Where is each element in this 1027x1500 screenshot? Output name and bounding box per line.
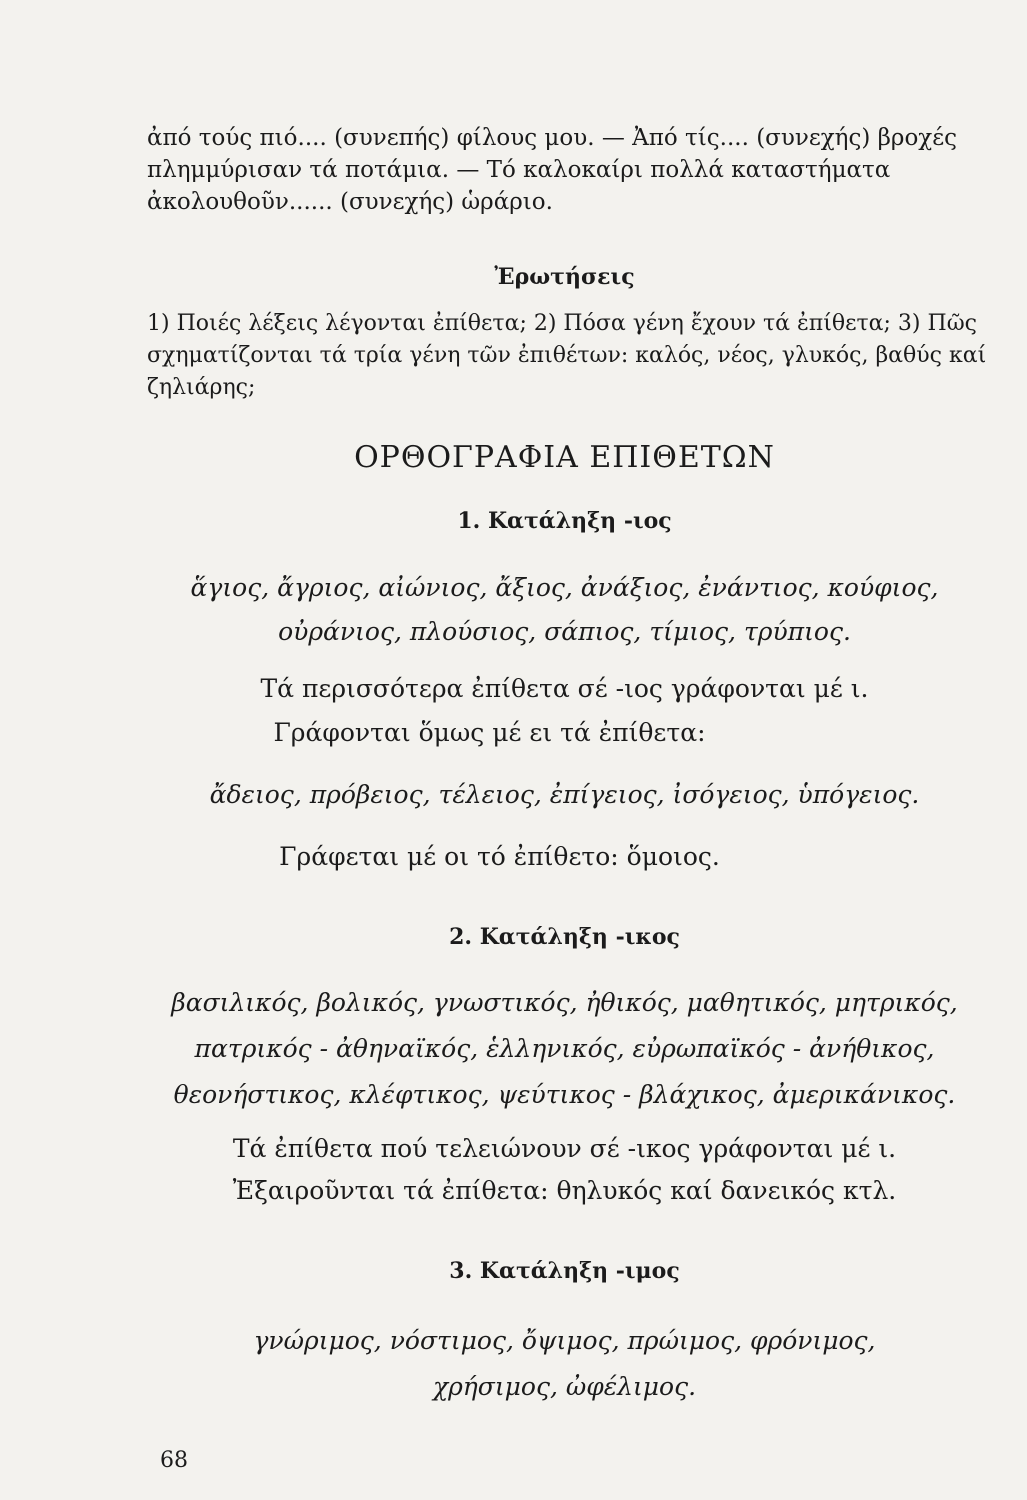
intro-paragraph	[147, 122, 982, 218]
example-line: θεονήστικος, κλέφτικος, ψεύτικος - βλάχικος, ἀμερικάνικος.	[173, 1080, 956, 1109]
section3-examples	[147, 1318, 982, 1410]
example-line: ἅγιος, ἄγριος, αἰώνιος, ἄξιος, ἀνάξιος, ἐνάντιος, κούφιος,	[190, 573, 939, 602]
example-line: οὐράνιος, πλούσιος, σάπιος, τίμιος, τρύπιος.	[278, 617, 851, 646]
question-line: σχηματίζονται τά τρία γένη τῶν ἐπιθέτων: καλός, νέος, γλυκός, βαθύς καί	[147, 343, 987, 368]
question-line: ζηλιάρης;	[147, 375, 256, 400]
section1-rule3: Γράφεται μέ οι τό ἐπίθετο: ὅμοιος.	[279, 842, 720, 871]
questions-paragraph	[147, 308, 987, 404]
section2-rule1: Τά ἐπίθετα πού τελειώνουν σέ -ικος γράφονται μέ ι.	[232, 1134, 897, 1163]
section1-examples2: ἄδειος, πρόβειος, τέλειος, ἐπίγειος, ἰσόγειος, ὑπόγειος.	[209, 780, 920, 809]
example-line: πατρικός - ἀθηναϊκός, ἑλληνικός, εὐρωπαϊκός - ἀνήθικος,	[194, 1034, 935, 1063]
questions-heading: Ἐρωτήσεις	[494, 264, 635, 290]
example-line: γνώριμος, νόστιμος, ὄψιμος, πρώιμος, φρόνιμος,	[253, 1326, 876, 1355]
section1-rule1: Τά περισσότερα ἐπίθετα σέ -ιος γράφονται μέ ι.	[260, 674, 869, 703]
section1-heading: 1. Κατάληξη -ιος	[457, 508, 672, 534]
intro-line: ἀκολουθοῦν...... (συνεχής) ὡράριο.	[147, 189, 553, 215]
section2-rule2: Ἐξαιροῦνται τά ἐπίθετα: θηλυκός καί δανεικός κτλ.	[232, 1176, 897, 1205]
main-title: ΟΡΘΟΓΡΑΦΙΑ ΕΠΙΘΕΤΩΝ	[354, 440, 775, 475]
example-line: χρήσιμος, ὠφέλιμος.	[432, 1372, 697, 1401]
question-line: 1) Ποιές λέξεις λέγονται ἐπίθετα; 2) Πόσα γένη ἔχουν τά ἐπίθετα; 3) Πῶς	[147, 311, 977, 336]
section1-examples	[147, 566, 982, 654]
section2-examples	[147, 980, 982, 1118]
section3-heading: 3. Κατάληξη -ιμος	[449, 1258, 680, 1284]
page-number: 68	[160, 1448, 188, 1473]
section1-rule2: Γράφονται ὅμως μέ ει τά ἐπίθετα:	[273, 718, 706, 747]
intro-line: πλημμύρισαν τά ποτάμια. — Τό καλοκαίρι πολλά καταστήματα	[147, 157, 891, 183]
example-line: βασιλικός, βολικός, γνωστικός, ἠθικός, μαθητικός, μητρικός,	[171, 988, 958, 1017]
intro-line: ἀπό τούς πιό.... (συνεπής) φίλους μου. — Ἀπό τίς.... (συνεχής) βροχές	[147, 125, 958, 151]
section2-heading: 2. Κατάληξη -ικος	[449, 924, 680, 950]
